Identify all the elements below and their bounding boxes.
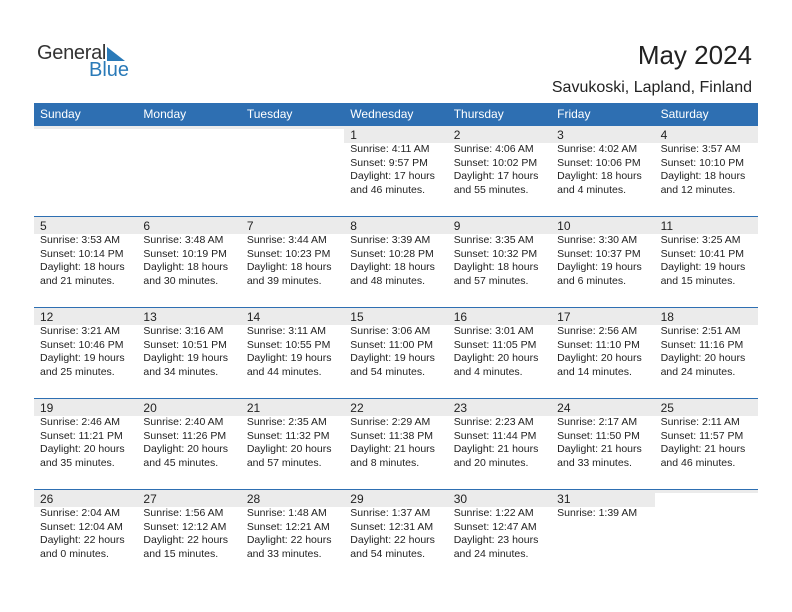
- sunrise-text: Sunrise: 1:39 AM: [557, 507, 638, 519]
- sunset-text: Sunset: 10:32 PM: [453, 247, 538, 260]
- daylight-text: Daylight: 20 hours: [40, 443, 125, 455]
- daylight-text: Daylight: 20 hours: [143, 443, 229, 455]
- day-number: 29: [344, 490, 447, 507]
- daylight-text: and 15 minutes.: [143, 547, 219, 560]
- day-cell: [34, 308, 137, 398]
- daylight-text: and 14 minutes.: [557, 365, 632, 378]
- sunrise-text: Sunrise: 1:48 AM: [246, 507, 327, 519]
- day-cell: [448, 490, 551, 580]
- day-cell: [344, 399, 447, 489]
- daylight-text: and 48 minutes.: [350, 274, 425, 287]
- day-number: 15: [344, 308, 447, 325]
- daylight-text: and 46 minutes.: [350, 183, 425, 196]
- logo-blue-text: Blue: [89, 59, 130, 81]
- week-row: [34, 489, 758, 580]
- daylight-text: and 4 minutes.: [453, 365, 523, 378]
- weekday-header: Wednesday: [350, 107, 414, 121]
- sunrise-text: Sunrise: 2:04 AM: [40, 507, 120, 519]
- sunrise-text: Sunrise: 3:01 AM: [453, 325, 534, 337]
- day-cell: [551, 399, 654, 489]
- day-cell: [448, 126, 551, 216]
- sunrise-text: Sunrise: 2:11 AM: [660, 416, 740, 428]
- day-number: 7: [241, 217, 344, 234]
- day-number: 4: [655, 126, 758, 143]
- daylight-text: Daylight: 22 hours: [350, 534, 435, 546]
- sunset-text: Sunset: 11:44 PM: [453, 429, 537, 442]
- sunrise-text: Sunrise: 3:21 AM: [40, 325, 120, 337]
- day-number: 1: [344, 126, 447, 143]
- daylight-text: Daylight: 19 hours: [143, 352, 229, 364]
- day-number: 12: [34, 308, 137, 325]
- day-cell: [137, 490, 240, 580]
- day-number: 2: [448, 126, 551, 143]
- day-cell: [448, 217, 551, 307]
- day-number: 25: [655, 399, 758, 416]
- daylight-text: and 57 minutes.: [453, 274, 529, 287]
- daylight-text: and 25 minutes.: [40, 365, 115, 378]
- day-number: [137, 126, 240, 129]
- daylight-text: and 34 minutes.: [143, 365, 219, 378]
- weekday-header-row: [34, 103, 758, 126]
- sunset-text: Sunset: 11:38 PM: [350, 429, 433, 442]
- day-cell: [448, 308, 551, 398]
- sunset-text: Sunset: 10:28 PM: [350, 247, 434, 260]
- day-number: 19: [34, 399, 137, 416]
- daylight-text: and 8 minutes.: [350, 456, 420, 469]
- week-row: [34, 398, 758, 489]
- day-cell: [551, 308, 654, 398]
- week-row: [34, 216, 758, 307]
- daylight-text: and 24 minutes.: [660, 365, 736, 378]
- daylight-text: Daylight: 19 hours: [660, 261, 746, 273]
- day-number: 9: [448, 217, 551, 234]
- sunset-text: Sunset: 11:10 PM: [557, 338, 640, 351]
- day-cell: [551, 217, 654, 307]
- sunrise-text: Sunrise: 3:16 AM: [143, 325, 224, 337]
- daylight-text: and 15 minutes.: [660, 274, 736, 287]
- sunrise-text: Sunrise: 3:35 AM: [453, 234, 534, 246]
- sunset-text: Sunset: 12:47 AM: [453, 520, 537, 533]
- logo-general-text: General: [37, 42, 107, 64]
- daylight-text: and 57 minutes.: [246, 456, 322, 469]
- day-cell: [137, 126, 240, 216]
- sunrise-text: Sunrise: 2:51 AM: [660, 325, 741, 337]
- sunset-text: Sunset: 9:57 PM: [350, 156, 428, 169]
- sunrise-text: Sunrise: 1:22 AM: [453, 507, 534, 519]
- daylight-text: and 21 minutes.: [40, 274, 115, 287]
- sunset-text: Sunset: 11:32 PM: [246, 429, 330, 442]
- sunset-text: Sunset: 11:21 PM: [40, 429, 123, 442]
- week-row: [34, 307, 758, 398]
- day-cell: [137, 399, 240, 489]
- daylight-text: and 6 minutes.: [557, 274, 627, 287]
- daylight-text: Daylight: 18 hours: [350, 261, 435, 273]
- daylight-text: Daylight: 19 hours: [40, 352, 125, 364]
- day-cell: [344, 217, 447, 307]
- daylight-text: and 35 minutes.: [40, 456, 115, 469]
- sunset-text: Sunset: 10:19 PM: [143, 247, 227, 260]
- weeks-container: [34, 126, 758, 580]
- daylight-text: Daylight: 22 hours: [246, 534, 332, 546]
- sunrise-text: Sunrise: 3:44 AM: [246, 234, 327, 246]
- day-cell: [137, 217, 240, 307]
- day-number: 10: [551, 217, 654, 234]
- daylight-text: and 20 minutes.: [453, 456, 529, 469]
- day-number: 27: [137, 490, 240, 507]
- daylight-text: Daylight: 23 hours: [453, 534, 539, 546]
- day-cell: [344, 308, 447, 398]
- day-number: 8: [344, 217, 447, 234]
- daylight-text: Daylight: 18 hours: [40, 261, 125, 273]
- sunset-text: Sunset: 10:55 PM: [246, 338, 331, 351]
- day-number: 14: [241, 308, 344, 325]
- sunset-text: Sunset: 11:57 PM: [660, 429, 744, 442]
- sunset-text: Sunset: 10:46 PM: [40, 338, 124, 351]
- day-cell: [34, 126, 137, 216]
- day-number: 23: [448, 399, 551, 416]
- sunrise-text: Sunrise: 3:30 AM: [557, 234, 638, 246]
- sunrise-text: Sunrise: 3:53 AM: [40, 234, 120, 246]
- day-cell: [551, 126, 654, 216]
- weekday-header: Tuesday: [246, 107, 293, 121]
- sunrise-text: Sunrise: 3:39 AM: [350, 234, 431, 246]
- day-cell: [655, 490, 758, 580]
- day-number: [34, 126, 137, 129]
- sunset-text: Sunset: 11:05 PM: [453, 338, 537, 351]
- daylight-text: Daylight: 18 hours: [246, 261, 332, 273]
- day-number: 30: [448, 490, 551, 507]
- sunrise-text: Sunrise: 1:56 AM: [143, 507, 224, 519]
- sunset-text: Sunset: 12:31 AM: [350, 520, 434, 533]
- sunset-text: Sunset: 10:41 PM: [660, 247, 745, 260]
- daylight-text: Daylight: 18 hours: [143, 261, 229, 273]
- day-number: 18: [655, 308, 758, 325]
- day-number: 5: [34, 217, 137, 234]
- daylight-text: Daylight: 19 hours: [246, 352, 332, 364]
- day-number: 17: [551, 308, 654, 325]
- sunrise-text: Sunrise: 2:40 AM: [143, 416, 224, 428]
- day-number: [655, 490, 758, 493]
- day-cell: [655, 399, 758, 489]
- daylight-text: Daylight: 21 hours: [557, 443, 642, 455]
- sunrise-text: Sunrise: 3:57 AM: [660, 143, 741, 155]
- calendar-grid: [34, 103, 758, 580]
- daylight-text: Daylight: 21 hours: [660, 443, 746, 455]
- sunrise-text: Sunrise: 3:48 AM: [143, 234, 224, 246]
- day-number: 31: [551, 490, 654, 507]
- daylight-text: Daylight: 20 hours: [557, 352, 642, 364]
- day-cell: [448, 399, 551, 489]
- day-number: 20: [137, 399, 240, 416]
- day-cell: [655, 217, 758, 307]
- daylight-text: Daylight: 22 hours: [40, 534, 125, 546]
- day-cell: [655, 126, 758, 216]
- daylight-text: and 54 minutes.: [350, 365, 425, 378]
- daylight-text: Daylight: 20 hours: [660, 352, 746, 364]
- daylight-text: and 33 minutes.: [246, 547, 322, 560]
- daylight-text: and 0 minutes.: [40, 547, 109, 560]
- sunset-text: Sunset: 10:06 PM: [557, 156, 641, 169]
- sunset-text: Sunset: 11:16 PM: [660, 338, 744, 351]
- daylight-text: and 45 minutes.: [143, 456, 219, 469]
- daylight-text: Daylight: 21 hours: [453, 443, 539, 455]
- day-number: 21: [241, 399, 344, 416]
- day-number: 3: [551, 126, 654, 143]
- day-number: 26: [34, 490, 137, 507]
- daylight-text: and 46 minutes.: [660, 456, 736, 469]
- daylight-text: Daylight: 20 hours: [246, 443, 332, 455]
- sunrise-text: Sunrise: 3:11 AM: [246, 325, 327, 337]
- sunrise-text: Sunrise: 4:02 AM: [557, 143, 638, 155]
- daylight-text: and 4 minutes.: [557, 183, 627, 196]
- daylight-text: Daylight: 19 hours: [350, 352, 435, 364]
- day-cell: [137, 308, 240, 398]
- sunrise-text: Sunrise: 2:56 AM: [557, 325, 638, 337]
- weekday-header: Monday: [143, 107, 187, 121]
- weekday-header: Saturday: [660, 107, 709, 121]
- daylight-text: and 44 minutes.: [246, 365, 322, 378]
- daylight-text: and 30 minutes.: [143, 274, 219, 287]
- sunrise-text: Sunrise: 2:35 AM: [246, 416, 327, 428]
- day-number: 22: [344, 399, 447, 416]
- daylight-text: and 24 minutes.: [453, 547, 529, 560]
- sunrise-text: Sunrise: 4:11 AM: [350, 143, 430, 155]
- sunset-text: Sunset: 11:00 PM: [350, 338, 433, 351]
- day-cell: [34, 217, 137, 307]
- weekday-header: Sunday: [40, 107, 81, 121]
- daylight-text: Daylight: 21 hours: [350, 443, 435, 455]
- daylight-text: Daylight: 17 hours: [453, 170, 539, 182]
- daylight-text: and 54 minutes.: [350, 547, 425, 560]
- sunrise-text: Sunrise: 2:46 AM: [40, 416, 120, 428]
- daylight-text: and 12 minutes.: [660, 183, 736, 196]
- sunset-text: Sunset: 10:51 PM: [143, 338, 227, 351]
- daylight-text: Daylight: 20 hours: [453, 352, 539, 364]
- daylight-text: Daylight: 18 hours: [557, 170, 642, 182]
- day-number: 13: [137, 308, 240, 325]
- daylight-text: and 55 minutes.: [453, 183, 529, 196]
- sunrise-text: Sunrise: 2:17 AM: [557, 416, 638, 428]
- day-cell: [655, 308, 758, 398]
- sunrise-text: Sunrise: 1:37 AM: [350, 507, 431, 519]
- sunset-text: Sunset: 12:04 AM: [40, 520, 123, 533]
- day-number: 11: [655, 217, 758, 234]
- page-title: May 2024: [637, 40, 752, 70]
- sunset-text: Sunset: 11:26 PM: [143, 429, 227, 442]
- day-cell: [241, 126, 344, 216]
- day-cell: [34, 399, 137, 489]
- week-row: [34, 126, 758, 216]
- daylight-text: Daylight: 18 hours: [660, 170, 746, 182]
- daylight-text: Daylight: 17 hours: [350, 170, 435, 182]
- location-subtitle: Savukoski, Lapland, Finland: [551, 79, 752, 96]
- day-number: 24: [551, 399, 654, 416]
- day-cell: [241, 399, 344, 489]
- weekday-header: Friday: [557, 107, 591, 121]
- day-number: 28: [241, 490, 344, 507]
- daylight-text: and 39 minutes.: [246, 274, 322, 287]
- day-number: 16: [448, 308, 551, 325]
- sunrise-text: Sunrise: 2:23 AM: [453, 416, 534, 428]
- day-cell: [344, 490, 447, 580]
- day-number: [241, 126, 344, 129]
- daylight-text: Daylight: 19 hours: [557, 261, 642, 273]
- sunset-text: Sunset: 10:02 PM: [453, 156, 538, 169]
- sunrise-text: Sunrise: 4:06 AM: [453, 143, 534, 155]
- sunset-text: Sunset: 10:37 PM: [557, 247, 641, 260]
- generalblue-logo: [37, 42, 137, 82]
- day-cell: [241, 308, 344, 398]
- sunset-text: Sunset: 10:23 PM: [246, 247, 331, 260]
- weekday-header: Thursday: [453, 107, 504, 121]
- day-cell: [241, 490, 344, 580]
- day-cell: [551, 490, 654, 580]
- day-cell: [241, 217, 344, 307]
- sunrise-text: Sunrise: 3:06 AM: [350, 325, 431, 337]
- daylight-text: and 33 minutes.: [557, 456, 632, 469]
- sunrise-text: Sunrise: 2:29 AM: [350, 416, 431, 428]
- sunset-text: Sunset: 12:21 AM: [246, 520, 330, 533]
- daylight-text: Daylight: 22 hours: [143, 534, 229, 546]
- sunset-text: Sunset: 10:14 PM: [40, 247, 124, 260]
- sunrise-text: Sunrise: 3:25 AM: [660, 234, 741, 246]
- sunset-text: Sunset: 10:10 PM: [660, 156, 745, 169]
- day-cell: [344, 126, 447, 216]
- daylight-text: Daylight: 18 hours: [453, 261, 539, 273]
- day-cell: [34, 490, 137, 580]
- sunset-text: Sunset: 12:12 AM: [143, 520, 227, 533]
- day-number: 6: [137, 217, 240, 234]
- sunset-text: Sunset: 11:50 PM: [557, 429, 640, 442]
